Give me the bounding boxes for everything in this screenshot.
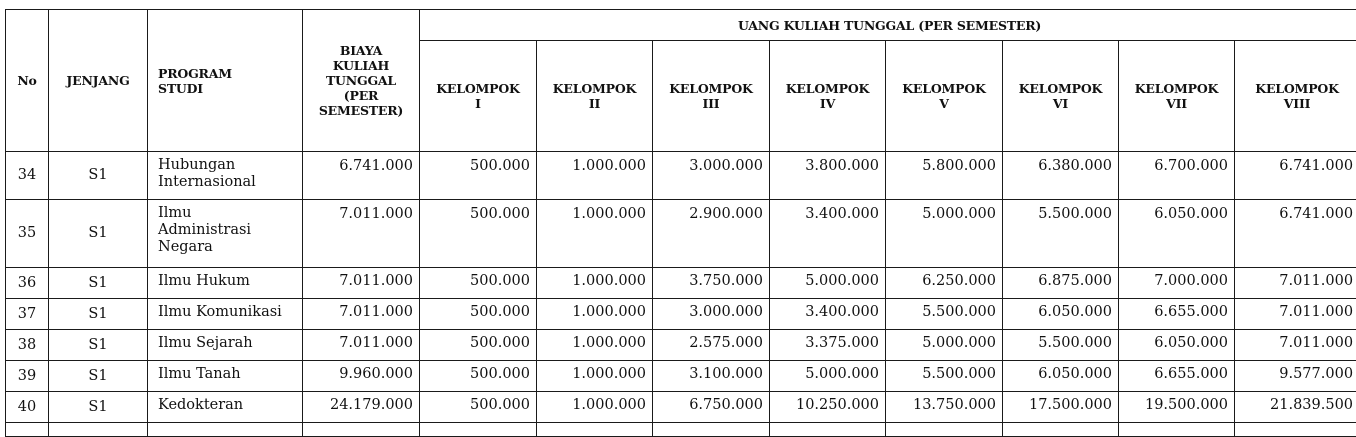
header-kelompok-line: KELOMPOK — [436, 81, 519, 96]
empty-cell — [770, 423, 886, 437]
program-line: Administrasi — [158, 222, 251, 238]
header-jenjang: JENJANG — [49, 10, 148, 152]
row-kelompok-7: 19.500.000 — [1119, 392, 1235, 423]
row-kelompok-3: 2.900.000 — [653, 200, 770, 268]
row-number: 34 — [6, 152, 49, 200]
header-kelompok-2 — [537, 41, 653, 152]
row-kelompok-2: 1.000.000 — [537, 392, 653, 423]
program-line: Ilmu — [158, 205, 191, 221]
program-line: Ilmu Sejarah — [158, 335, 253, 351]
row-kelompok-4: 5.000.000 — [770, 268, 886, 299]
header-program-line: PROGRAM — [158, 66, 232, 81]
header-biaya-line: (PER — [344, 88, 378, 103]
header-kelompok-line: II — [589, 96, 600, 111]
row-kelompok-3: 6.750.000 — [653, 392, 770, 423]
row-program-studi — [148, 268, 303, 299]
header-no: No — [6, 10, 49, 152]
row-number: 40 — [6, 392, 49, 423]
row-kelompok-1: 500.000 — [420, 268, 537, 299]
table-header — [6, 10, 1356, 152]
row-program-studi — [148, 330, 303, 361]
row-kelompok-4: 3.375.000 — [770, 330, 886, 361]
row-kelompok-3: 3.000.000 — [653, 152, 770, 200]
header-kelompok-line: VII — [1166, 96, 1187, 111]
row-kelompok-8: 7.011.000 — [1235, 330, 1356, 361]
row-jenjang: S1 — [49, 152, 148, 200]
row-kelompok-5: 13.750.000 — [886, 392, 1003, 423]
row-kelompok-1: 500.000 — [420, 200, 537, 268]
row-kelompok-5: 5.500.000 — [886, 299, 1003, 330]
row-kelompok-4: 3.400.000 — [770, 299, 886, 330]
header-kelompok-line: VI — [1053, 96, 1068, 111]
row-biaya-kuliah-tunggal: 7.011.000 — [303, 330, 420, 361]
row-kelompok-6: 6.050.000 — [1003, 361, 1119, 392]
header-ukt-title: UANG KULIAH TUNGGAL (PER SEMESTER) — [420, 10, 1356, 41]
header-kelompok-line: V — [939, 96, 949, 111]
header-program-studi — [148, 10, 303, 152]
row-program-studi — [148, 152, 303, 200]
header-biaya-kuliah-tunggal — [303, 10, 420, 152]
program-line: Internasional — [158, 174, 256, 190]
row-kelompok-2: 1.000.000 — [537, 299, 653, 330]
table-body — [6, 152, 1356, 437]
row-kelompok-8: 7.011.000 — [1235, 299, 1356, 330]
empty-cell — [1119, 423, 1235, 437]
table-row — [6, 268, 1356, 299]
row-kelompok-8: 6.741.000 — [1235, 152, 1356, 200]
row-kelompok-4: 5.000.000 — [770, 361, 886, 392]
row-program-studi — [148, 200, 303, 268]
empty-cell — [420, 423, 537, 437]
header-kelompok-line: KELOMPOK — [669, 81, 752, 96]
header-kelompok-line: KELOMPOK — [553, 81, 636, 96]
row-biaya-kuliah-tunggal: 7.011.000 — [303, 268, 420, 299]
row-kelompok-1: 500.000 — [420, 152, 537, 200]
table-row — [6, 152, 1356, 200]
row-kelompok-7: 6.050.000 — [1119, 200, 1235, 268]
empty-cell — [1003, 423, 1119, 437]
row-kelompok-5: 5.800.000 — [886, 152, 1003, 200]
row-kelompok-8: 6.741.000 — [1235, 200, 1356, 268]
row-biaya-kuliah-tunggal: 7.011.000 — [303, 200, 420, 268]
header-kelompok-line: I — [475, 96, 481, 111]
program-line: Negara — [158, 239, 213, 255]
header-biaya-line: KULIAH — [333, 58, 389, 73]
row-kelompok-7: 6.655.000 — [1119, 299, 1235, 330]
row-jenjang: S1 — [49, 361, 148, 392]
empty-cell — [6, 423, 49, 437]
header-kelompok-line: III — [703, 96, 720, 111]
row-biaya-kuliah-tunggal: 24.179.000 — [303, 392, 420, 423]
row-kelompok-5: 5.500.000 — [886, 361, 1003, 392]
header-kelompok-6 — [1003, 41, 1119, 152]
row-kelompok-3: 3.750.000 — [653, 268, 770, 299]
row-kelompok-5: 5.000.000 — [886, 200, 1003, 268]
row-kelompok-4: 3.800.000 — [770, 152, 886, 200]
row-program-studi — [148, 361, 303, 392]
empty-cell — [653, 423, 770, 437]
row-kelompok-7: 6.050.000 — [1119, 330, 1235, 361]
program-line: Ilmu Hukum — [158, 273, 250, 289]
row-number: 35 — [6, 200, 49, 268]
table-row — [6, 392, 1356, 423]
row-kelompok-2: 1.000.000 — [537, 268, 653, 299]
row-jenjang: S1 — [49, 330, 148, 361]
row-kelompok-7: 7.000.000 — [1119, 268, 1235, 299]
header-biaya-line: TUNGGAL — [326, 73, 396, 88]
row-jenjang: S1 — [49, 299, 148, 330]
row-kelompok-8: 7.011.000 — [1235, 268, 1356, 299]
header-kelompok-8 — [1235, 41, 1356, 152]
row-program-studi — [148, 299, 303, 330]
header-biaya-line: SEMESTER) — [319, 103, 403, 118]
program-line: Kedokteran — [158, 397, 243, 413]
row-kelompok-6: 6.050.000 — [1003, 299, 1119, 330]
row-number: 38 — [6, 330, 49, 361]
empty-cell — [148, 423, 303, 437]
table-row — [6, 200, 1356, 268]
header-kelompok-line: VIII — [1284, 96, 1310, 111]
table-row — [6, 299, 1356, 330]
header-kelompok-line: KELOMPOK — [1135, 81, 1218, 96]
row-kelompok-1: 500.000 — [420, 392, 537, 423]
row-jenjang: S1 — [49, 268, 148, 299]
row-kelompok-3: 3.100.000 — [653, 361, 770, 392]
row-jenjang: S1 — [49, 392, 148, 423]
row-biaya-kuliah-tunggal: 6.741.000 — [303, 152, 420, 200]
header-kelompok-7 — [1119, 41, 1235, 152]
row-kelompok-1: 500.000 — [420, 361, 537, 392]
header-kelompok-5 — [886, 41, 1003, 152]
row-kelompok-2: 1.000.000 — [537, 200, 653, 268]
row-kelompok-6: 5.500.000 — [1003, 200, 1119, 268]
row-kelompok-5: 6.250.000 — [886, 268, 1003, 299]
row-kelompok-7: 6.655.000 — [1119, 361, 1235, 392]
row-kelompok-2: 1.000.000 — [537, 152, 653, 200]
empty-cell — [303, 423, 420, 437]
program-line: Hubungan — [158, 157, 235, 173]
row-number: 37 — [6, 299, 49, 330]
empty-cell — [1235, 423, 1356, 437]
row-kelompok-1: 500.000 — [420, 330, 537, 361]
row-kelompok-6: 17.500.000 — [1003, 392, 1119, 423]
row-number: 36 — [6, 268, 49, 299]
header-program-line: STUDI — [158, 81, 203, 96]
table-row-continuation — [6, 423, 1356, 437]
ukt-fee-table — [5, 9, 1356, 437]
empty-cell — [886, 423, 1003, 437]
program-line: Ilmu Tanah — [158, 366, 241, 382]
header-biaya-line: BIAYA — [340, 43, 382, 58]
row-kelompok-2: 1.000.000 — [537, 330, 653, 361]
row-kelompok-1: 500.000 — [420, 299, 537, 330]
row-number: 39 — [6, 361, 49, 392]
row-kelompok-7: 6.700.000 — [1119, 152, 1235, 200]
row-biaya-kuliah-tunggal: 9.960.000 — [303, 361, 420, 392]
row-kelompok-8: 9.577.000 — [1235, 361, 1356, 392]
row-kelompok-6: 6.875.000 — [1003, 268, 1119, 299]
row-kelompok-4: 10.250.000 — [770, 392, 886, 423]
row-kelompok-3: 2.575.000 — [653, 330, 770, 361]
program-line: Ilmu Komunikasi — [158, 304, 282, 320]
header-kelompok-1 — [420, 41, 537, 152]
header-kelompok-line: KELOMPOK — [1019, 81, 1102, 96]
header-kelompok-line: KELOMPOK — [786, 81, 869, 96]
table-row — [6, 330, 1356, 361]
header-kelompok-line: KELOMPOK — [1255, 81, 1338, 96]
row-jenjang: S1 — [49, 200, 148, 268]
row-kelompok-8: 21.839.500 — [1235, 392, 1356, 423]
empty-cell — [49, 423, 148, 437]
row-kelompok-3: 3.000.000 — [653, 299, 770, 330]
row-kelompok-6: 6.380.000 — [1003, 152, 1119, 200]
row-kelompok-5: 5.000.000 — [886, 330, 1003, 361]
empty-cell — [537, 423, 653, 437]
header-kelompok-4 — [770, 41, 886, 152]
row-kelompok-2: 1.000.000 — [537, 361, 653, 392]
row-program-studi — [148, 392, 303, 423]
header-kelompok-3 — [653, 41, 770, 152]
row-kelompok-6: 5.500.000 — [1003, 330, 1119, 361]
header-kelompok-line: IV — [820, 96, 835, 111]
row-biaya-kuliah-tunggal: 7.011.000 — [303, 299, 420, 330]
header-kelompok-line: KELOMPOK — [902, 81, 985, 96]
table-row — [6, 361, 1356, 392]
row-kelompok-4: 3.400.000 — [770, 200, 886, 268]
